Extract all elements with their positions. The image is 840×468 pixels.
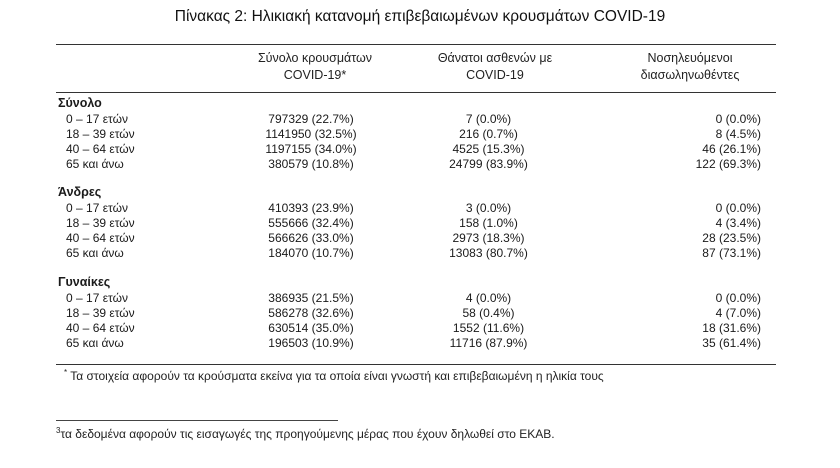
age-label: 40 – 64 ετών [66, 142, 135, 156]
age-label: 18 – 39 ετών [66, 306, 135, 320]
age-label: 0 – 17 ετών [66, 112, 128, 126]
group-men [56, 184, 776, 261]
footnote-mark: * [64, 368, 68, 377]
header-total-cases [240, 50, 390, 84]
cases-value: 586278 (32.6%) [268, 306, 354, 320]
age-label: 0 – 17 ετών [66, 201, 128, 215]
footnote-separator [56, 420, 338, 421]
intubated-value: 0 (0.0%) [715, 291, 761, 305]
deaths-value: 4525 (15.3%) [452, 142, 525, 156]
header-deaths [420, 50, 570, 84]
cases-value: 1197155 (34.0%) [265, 142, 357, 156]
intubated-value: 35 (61.4%) [702, 336, 761, 350]
footnote-age-known [64, 368, 604, 383]
cases-value: 797329 (22.7%) [268, 112, 354, 126]
table-row [56, 216, 776, 231]
table-row [56, 336, 776, 351]
intubated-value: 4 (3.4%) [715, 216, 761, 230]
age-label: 65 και άνω [66, 246, 124, 260]
footnote-text: τα δεδομένα αφορούν τις εισαγωγές της προηγούμενης μέρας που έχουν δηλωθεί στο ΕΚΑΒ. [60, 427, 555, 441]
intubated-value: 28 (23.5%) [702, 231, 761, 245]
table-row [56, 246, 776, 261]
footnote-mark: 3 [56, 426, 61, 435]
group-title: Γυναίκες [58, 275, 111, 289]
table-row [56, 112, 776, 127]
cases-value: 566626 (33.0%) [268, 231, 354, 245]
intubated-value: 0 (0.0%) [715, 201, 761, 215]
deaths-value: 58 (0.4%) [462, 306, 515, 320]
age-label: 40 – 64 ετών [66, 231, 135, 245]
table-top-rule [56, 44, 776, 45]
table-row [56, 201, 776, 216]
deaths-value: 24799 (83.9%) [449, 157, 528, 171]
group-total [56, 95, 776, 172]
deaths-value: 158 (1.0%) [459, 216, 518, 230]
deaths-value: 1552 (11.6%) [452, 321, 525, 335]
deaths-value: 216 (0.7%) [459, 127, 518, 141]
cases-value: 410393 (23.9%) [268, 201, 354, 215]
deaths-value: 13083 (80.7%) [449, 246, 528, 260]
group-title: Άνδρες [58, 185, 102, 199]
deaths-value: 2973 (18.3%) [452, 231, 525, 245]
group-title: Σύνολο [58, 96, 102, 110]
age-label: 0 – 17 ετών [66, 291, 128, 305]
table-row [56, 127, 776, 142]
table-header-rule [56, 92, 776, 93]
age-label: 65 και άνω [66, 336, 124, 350]
table-row [56, 321, 776, 336]
header-intubated-line2: διασωληνωθέντες [640, 68, 740, 82]
deaths-value: 7 (0.0%) [465, 112, 512, 126]
table-row [56, 157, 776, 172]
age-label: 18 – 39 ετών [66, 127, 135, 141]
cases-value: 555666 (32.4%) [268, 216, 354, 230]
intubated-value: 4 (7.0%) [715, 306, 761, 320]
age-label: 65 και άνω [66, 157, 124, 171]
cases-value: 184070 (10.7%) [268, 246, 354, 260]
table-row [56, 291, 776, 306]
cases-value: 380579 (10.8%) [268, 157, 354, 171]
deaths-value: 3 (0.0%) [465, 201, 512, 215]
header-total-cases-line2: COVID-19* [283, 68, 347, 82]
cases-value: 1141950 (32.5%) [265, 127, 357, 141]
age-label: 40 – 64 ετών [66, 321, 135, 335]
intubated-value: 8 (4.5%) [715, 127, 761, 141]
footnote-ekab [56, 426, 555, 441]
deaths-value: 11716 (87.9%) [449, 336, 528, 350]
footnote-text: Τα στοιχεία αφορούν τα κρούσματα εκείνα για τα οποία είναι γνωστή και επιβεβαιωμένη η ηλικία τους [67, 369, 604, 383]
deaths-value: 4 (0.0%) [465, 291, 512, 305]
cases-value: 630514 (35.0%) [268, 321, 354, 335]
header-total-cases-line1: Σύνολο κρουσμάτων [257, 51, 373, 65]
table-row [56, 231, 776, 246]
intubated-value: 46 (26.1%) [702, 142, 761, 156]
intubated-value: 18 (31.6%) [702, 321, 761, 335]
cases-value: 386935 (21.5%) [268, 291, 354, 305]
header-deaths-line2: COVID-19 [466, 68, 524, 82]
cases-value: 196503 (10.9%) [268, 336, 354, 350]
header-intubated [615, 50, 765, 84]
intubated-value: 0 (0.0%) [715, 112, 761, 126]
table-row [56, 306, 776, 321]
table-row [56, 142, 776, 157]
header-intubated-line1: Νοσηλευόμενοι [647, 51, 733, 65]
header-deaths-line1: Θάνατοι ασθενών με [437, 51, 553, 65]
age-label: 18 – 39 ετών [66, 216, 135, 230]
table-bottom-rule [56, 364, 776, 365]
group-women [56, 274, 776, 351]
intubated-value: 122 (69.3%) [695, 157, 761, 171]
intubated-value: 87 (73.1%) [702, 246, 761, 260]
table-title: Πίνακας 2: Ηλικιακή κατανομή επιβεβαιωμένων κρουσμάτων COVID-19 [174, 8, 666, 25]
